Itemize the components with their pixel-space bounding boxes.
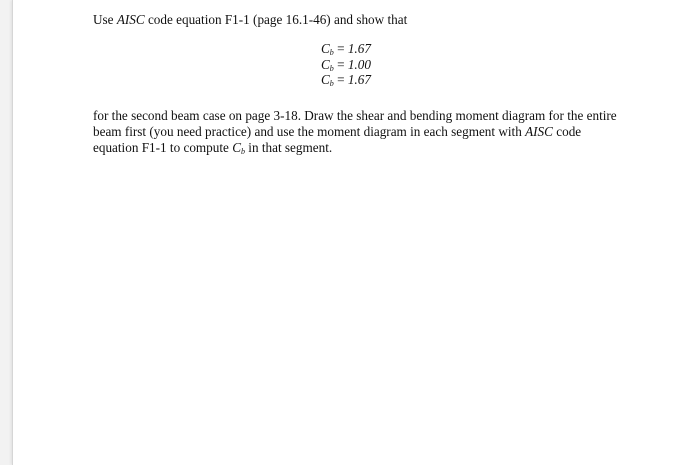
equation-equals: = [333,56,348,72]
equation-value: 1.67 [347,72,371,87]
line2-suffix: code [552,123,582,139]
equation-1 [321,41,633,57]
equation-symbol: C [321,41,330,56]
paragraph-line-2 [93,124,633,140]
equation-3 [321,72,633,88]
line3-symbol: C [232,139,241,155]
document-page [12,0,700,465]
equation-2 [321,57,633,73]
equation-symbol: C [321,72,330,87]
equation-equals: = [333,41,348,56]
line3-suffix: in that segment. [244,139,333,155]
equation-value: 1.67 [347,41,371,56]
line3-subscript: b [240,146,245,156]
line2-prefix: beam first (you need practice) and use the moment diagram in each segment with [93,123,526,139]
equation-subscript: b [329,63,334,73]
intro-sentence [93,12,633,28]
line3-prefix: equation F1-1 to compute [93,139,233,155]
intro-aisc: AISC [116,12,145,27]
equation-subscript: b [329,79,334,88]
line2-aisc: AISC [525,123,553,139]
equation-equals: = [333,72,348,87]
equation-value: 1.00 [347,56,371,72]
equation-subscript: b [329,48,334,57]
document-content [93,12,633,156]
paragraph-line-3 [93,140,633,156]
paragraph-line-1: for the second beam case on page 3-18. Draw the shear and bending moment diagram for the entire [93,107,617,123]
intro-suffix: code equation F1-1 (page 16.1-46) and show that [144,12,408,27]
equation-block [321,41,633,88]
equation-symbol: C [321,56,330,72]
instruction-paragraph [93,108,633,156]
intro-prefix: Use [93,12,117,27]
